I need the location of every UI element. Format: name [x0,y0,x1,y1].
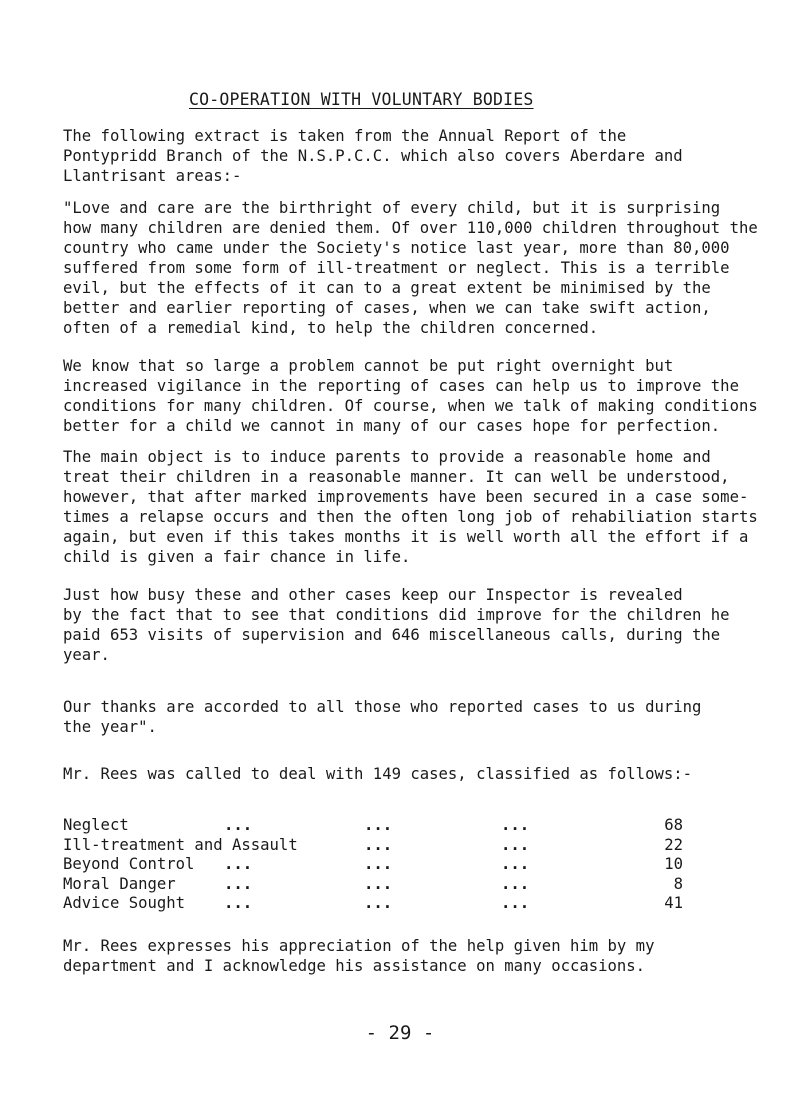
leader-dots: ... [224,874,253,893]
case-category: Ill-treatment and Assault [63,835,298,854]
text-line: The main object is to induce parents to provide a reasonable home and [63,448,711,466]
text-line: often of a remedial kind, to help the children concerned. [63,319,599,337]
case-count: 10 [664,855,683,873]
text-line: "Love and care are the birthright of every child, but it is surprising [63,199,721,217]
case-category: Advice Sought [63,894,186,912]
quote-paragraph-3 [63,447,763,567]
text-line: how many children are denied them. Of over 110,000 children throughout the [63,219,758,237]
summary-paragraph [63,764,763,784]
text-line: Just how busy these and other cases keep our Inspector is revealed [63,586,683,604]
intro-paragraph [63,126,763,186]
leader-dots: ... [501,855,530,873]
leader-dots: ... [364,855,393,873]
page-number: - 29 - [365,1022,435,1044]
page-heading: CO-OPERATION WITH VOLUNTARY BODIES [189,90,534,109]
table-row [63,894,683,914]
table-row [63,836,683,856]
quote-paragraph-1 [63,198,763,338]
leader-dots: ... [364,874,393,893]
case-category: Neglect [63,816,129,834]
text-line: Llantrisant areas:- [63,167,242,185]
text-line: child is given a fair chance in life. [63,548,411,566]
leader-dots: ... [501,816,530,834]
text-line: again, but even if this takes months it is well worth all the effort if a [63,528,749,546]
text-line: the year". [63,718,157,736]
quote-paragraph-4 [63,585,763,665]
text-line: The following extract is taken from the Annual Report of the [63,127,627,145]
text-line: increased vigilance in the reporting of cases can help us to improve the [63,377,739,395]
leader-dots: ... [364,816,393,834]
text-line: conditions for many children. Of course, when we talk of making conditions [63,397,758,415]
quote-paragraph-5 [63,697,763,737]
case-count: 68 [664,816,683,834]
text-line: department and I acknowledge his assistance on many occasions. [63,957,646,975]
text-line: Our thanks are accorded to all those who reported cases to us during [63,698,702,716]
case-category: Beyond Control [63,855,195,873]
text-line: times a relapse occurs and then the often long job of rehabiliation starts [63,508,758,526]
case-count: 8 [673,874,683,893]
cases-table [63,816,683,914]
text-line: country who came under the Society's notice last year, more than 80,000 [63,239,730,257]
text-line: Mr. Rees was called to deal with 149 cases, classified as follows:- [63,765,693,783]
case-count: 41 [664,894,683,912]
leader-dots: ... [364,894,393,912]
case-category: Moral Danger [63,874,176,893]
text-line: better and earlier reporting of cases, when we can take swift action, [63,299,711,317]
case-count: 22 [664,835,683,854]
text-line: better for a child we cannot in many of our cases hope for perfection. [63,417,721,435]
text-line: Pontypridd Branch of the N.S.P.C.C. which also covers Aberdare and [63,147,683,165]
quote-paragraph-2 [63,356,763,436]
table-row [63,855,683,875]
closing-paragraph [63,936,763,976]
text-line: by the fact that to see that conditions did improve for the children he [63,606,730,624]
text-line: treat their children in a reasonable manner. It can well be understood, [63,468,730,486]
table-row [63,875,683,895]
leader-dots: ... [501,894,530,912]
text-line: Mr. Rees expresses his appreciation of the help given him by my [63,937,655,955]
table-row [63,816,683,836]
leader-dots: ... [501,835,530,854]
leader-dots: ... [501,874,530,893]
leader-dots: ... [224,855,253,873]
text-line: year. [63,646,110,664]
text-line: suffered from some form of ill-treatment or neglect. This is a terrible [63,259,730,277]
text-line: paid 653 visits of supervision and 646 miscellaneous calls, during the [63,626,721,644]
text-line: evil, but the effects of it can to a great extent be minimised by the [63,279,711,297]
text-line: We know that so large a problem cannot be put right overnight but [63,357,674,375]
leader-dots: ... [364,835,393,854]
leader-dots: ... [224,816,253,834]
leader-dots: ... [224,894,253,912]
text-line: however, that after marked improvements have been secured in a case some- [63,488,749,506]
